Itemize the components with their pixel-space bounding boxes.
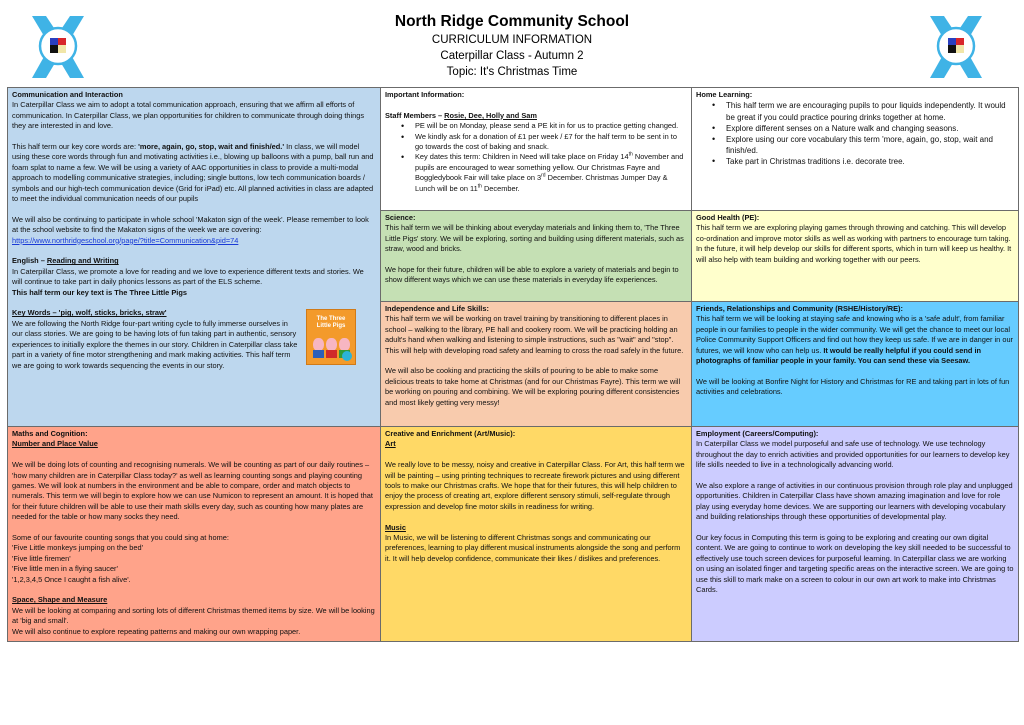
school-logo-left (30, 16, 86, 80)
list-item: • PE will be on Monday, please send a PE kit in for us to practice getting changed. (401, 121, 687, 131)
list-item: • Explore using our core vocabulary this term 'more, again, go, stop, wait and finish/ed. (712, 134, 1014, 156)
text: This half term our key core words are: (12, 142, 139, 152)
info-list (401, 121, 687, 194)
list-item: • We kindly ask for a donation of £1 per week / £7 for the half term to be sent in to go towards the cost of baking and snack. (401, 132, 687, 153)
text: In class, we will model using these core words through fun and motivating activities i.e., blowing up balloons with a pump, ball run and foam splat to name a few. We will be using a variety of AAC opportunities in class to provide a multi-modal approach to modelling communicative strategies, including; single buttons, low tech communication boards / symbols and our high-tech communication device (Grid for iPad) etc. All planned activities in class are adapted to meet the individual communication needs of our pupils (12, 142, 374, 204)
page-header (0, 0, 1024, 85)
paragraph: In Music, we will be listening to different Christmas songs and communicating our preferences, learning to play different musical instruments alongside the song and perform it. It will help develop confidence, communicate their likes / dislikes and preferences. (385, 533, 681, 563)
section-title: Science: (385, 213, 416, 222)
topic: Topic: It's Christmas Time (446, 66, 578, 78)
paragraph: This half term we are exploring playing games through throwing and catching. This will develop co-ordination and improve motor skills as well as working with partners to encourage turn taking. In the future, it will help develop our skills for different sports, which in turn will keep us healthy. It will also help with team building and working together with our peers. (696, 223, 1012, 264)
key-text: This half term our key text is The Three Little Pigs (12, 287, 187, 297)
text: November and pupils are encouraged to wear something yellow. Our Christmas Fayre and Boggledybook Fair will take place on 3 (415, 152, 684, 183)
home-learning-section (691, 87, 1019, 211)
creative-section (380, 426, 692, 642)
list-item: • Explore different senses on a Nature walk and changing seasons. (712, 123, 1014, 134)
curriculum-grid (7, 87, 1017, 640)
core-words: 'more, again, go, stop, wait and finish/ed.' (138, 142, 285, 152)
section-title: Communication and Interaction (12, 90, 123, 99)
text: Reading and Writing (46, 256, 119, 266)
important-info-section (380, 87, 692, 211)
paragraph: In Caterpillar Class, we promote a love for reading and we love to experience different texts and stories. We will continue to take part in daily phonics lessons as part of the ELS scheme. (12, 266, 364, 287)
section-title: Independence and Life Skills: (385, 304, 489, 313)
text: th (628, 151, 633, 158)
section-title: Good Health (PE): (696, 213, 760, 222)
text: English – (12, 256, 47, 266)
class-term: Caterpillar Class - Autumn 2 (440, 50, 584, 62)
song-item: 'Five little men in a flying saucer' (12, 564, 118, 574)
paragraph: We are following the North Ridge four-part writing cycle to fully immerse ourselves in our class stories. We are going to be having lots of fun taking part in authentic, sensory experiences to initially explore the themes in our story. Children in Caterpillar class take part in a variety of fine motor strengthening and mark making activities. This half term we are going to work towards sequencing the events in our story. (12, 318, 298, 370)
paragraph: This half term we will be working on travel training by transitioning to different places in school – walking to the library, PE hall and cookery room. We will be practicing holding an adult's hand when walking and listening to simple instructions, such as "wait" and "stop". This will help with developing road safety and learning to cross the road safely in the future. (385, 314, 684, 355)
subheading: Space, Shape and Measure (12, 595, 108, 605)
section-title: Employment (Careers/Computing): (696, 429, 819, 438)
key-words: Key Words – 'pig, wolf, sticks, bricks, straw' (12, 308, 167, 318)
school-logo-right (928, 16, 984, 80)
home-learning-list (712, 100, 1014, 167)
paragraph: We will be doing lots of counting and recognising numerals. We will be counting as part of our daily routines – 'how many children are in Caterpillar Class today?' as well as learning counting songs and playing counting games. We will look at numbers in the environment and be able to compare, order and match objects to numerals. This term we will begin to explore how we can use Numicon to represent an amount. It is hoped that for their future children will be able to use their math skills every day, such as counting how many plates are needed for the table or how many socks they need. (12, 460, 373, 522)
paragraph: In Caterpillar Class we model purposeful and safe use of technology. We use technology throughout the day to enrich activities and provided opportunities for our learners to develop key life skills needed to live in a technologically advancing world. (696, 439, 1010, 470)
staff-names: Rosie, Dee, Holly and Sam (444, 110, 537, 120)
paragraph: Our key focus in Computing this term is going to be exploring and creating our own digital content. We are going to continue to work on developing the key skill needed to be successful to effectively use touch screen devices for purposeful learning. In Caterpillar class we are working on using an isolated finger and targeting specific areas on the interactive screen. We are going to use this skill to mark make on a screen to colour in our own art work to make into Christmas Cards. (696, 533, 1014, 595)
text: This half term we will be looking at staying safe and knowing who is a 'safe adult', from familiar people in our families to people in the wider community. We will get the chance to meet our local Police Community Support Officers and find out how they keep us safe. If we are in danger in our futures, we will know who can help us. (696, 314, 1014, 355)
paragraph: We hope for their future, children will be able to explore a variety of materials and begin to show different ways which we can use these materials in everyday life experiences. (385, 265, 679, 285)
song-item: 'Five Little monkeys jumping on the bed' (12, 543, 143, 553)
title-block (312, 12, 712, 80)
paragraph (696, 314, 1014, 366)
science-section (380, 210, 692, 302)
paragraph: Some of our favourite counting songs that you could sing at home: (12, 533, 229, 543)
independence-section (380, 301, 692, 427)
subheading: Number and Place Value (12, 439, 98, 449)
maths-section (7, 426, 381, 642)
document-subtitle: CURRICULUM INFORMATION (431, 34, 593, 46)
song-item: 'Five little firemen' (12, 553, 71, 563)
paragraph: We really love to be messy, noisy and creative in Caterpillar Class. For Art, this half term we will be painting – using printing techniques to recreate firework pictures and using different tools to make our Christmas crafts. We hope that for their futures, this will help children to enjoy the process of creating art, explore different sensory stimuli, self-regulate through expression and develop fine motor skills in readiness for writing. (385, 460, 685, 511)
paragraph: We will be looking at Bonfire Night for History and Christmas for RE and taking part in lots of fun activities and celebrations. (696, 376, 1010, 397)
section-title: Important Information: (385, 90, 465, 99)
book-cover-image (306, 309, 356, 365)
school-name: North Ridge Community School (394, 13, 630, 30)
makaton-link[interactable]: https://www.northridgeschool.org/page/?title=Communication&pid=74 (12, 235, 239, 245)
section-title: Home Learning: (696, 90, 753, 99)
communication-section (7, 87, 381, 427)
text: rd (541, 172, 546, 179)
paragraph: We will also continue to explore repeating patterns and making our own wrapping paper. (12, 626, 301, 636)
staff-members (385, 111, 687, 121)
paragraph (12, 142, 376, 204)
text: December. (481, 183, 520, 193)
school-logo-icon (928, 16, 984, 80)
text: Key dates this term: Children in Need will take place on Friday 14 (415, 152, 629, 162)
section-title: Maths and Cognition: (12, 429, 88, 438)
list-item (401, 152, 687, 194)
paragraph: In Caterpillar Class we aim to adopt a total communication approach, ensuring that we affirm all efforts of communication. In Caterpillar Class, we plan opportunities for children to communicate through doing things they are interested in and love. (12, 100, 365, 131)
paragraph: We will also be continuing to participate in whole school 'Makaton sign of the week'. Please remember to look at the school website to find the Makaton signs of the week we are covering: (12, 214, 369, 235)
subheading (12, 256, 376, 266)
song-item: '1,2,3,4,5 Once I caught a fish alive'. (12, 574, 131, 584)
list-item: • This half term we are encouraging pupils to pour liquids independently. It would be great if you could practice pouring drinks together at home. (712, 100, 1014, 122)
section-title: Creative and Enrichment (Art/Music): (385, 429, 516, 438)
text: Staff Members – (385, 110, 445, 120)
subheading: Art (385, 439, 396, 449)
text: It would be really helpful if you could send in photographs of familiar people in your family. You can send these via Seesaw. (696, 345, 982, 366)
text: th (477, 183, 482, 190)
text: December. Christmas Jumper Day & Lunch will be on 11 (415, 173, 668, 193)
section-title: Friends, Relationships and Community (RSHE/History/RE): (696, 304, 903, 313)
book-title: The Three Little Pigs (316, 316, 346, 330)
list-item: • Take part in Christmas traditions i.e. decorate tree. (712, 156, 1014, 167)
subheading: Music (385, 522, 406, 532)
employment-section (691, 426, 1019, 642)
paragraph: We will be looking at comparing and sorting lots of different Christmas themed items by size. We will be looking at 'big and small'. (12, 605, 375, 626)
school-logo-icon (30, 16, 86, 80)
paragraph: This half term we will be thinking about everyday materials and linking them to, 'The Three Little Pigs' story. We will be exploring, sorting and building using different materials, such as straw, wood and bricks. (385, 223, 684, 254)
good-health-section (691, 210, 1019, 302)
paragraph: We will also be cooking and practicing the skills of pouring to be able to make some delicious treats to take home at Christmas (and for our Christmas Fayre). This term we will be working on pouring and combining. We will be exploring pouring different consistencies and most likely getting very messy! (385, 366, 681, 407)
friends-relationships-section (691, 301, 1019, 427)
paragraph: We also explore a range of activities in our continuous provision through role play and unplugged opportunities. Children in Caterpillar Class have shown amazing imagination and love for role play using everyday home devices. We are supporting our learners with developing vocabulary and building relationships through these opportunities of developmental play. (696, 481, 1013, 522)
